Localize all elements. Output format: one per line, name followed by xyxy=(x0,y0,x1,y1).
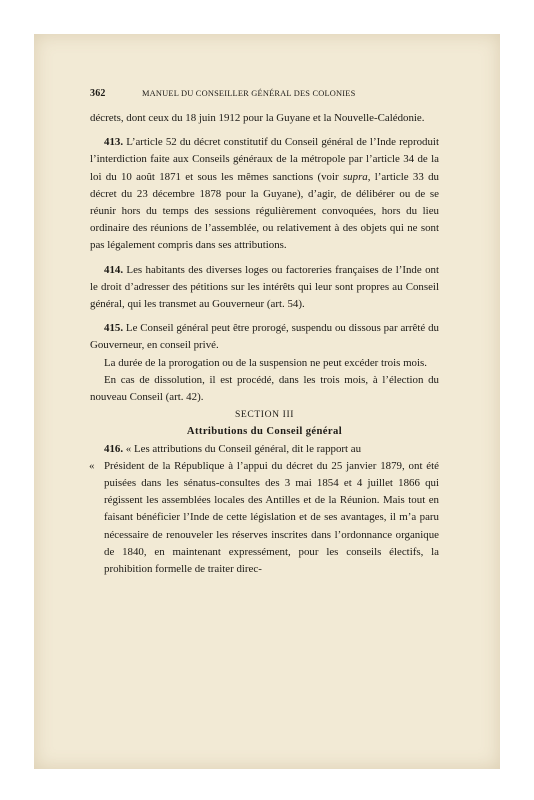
paragraph-text: L’article 52 du décret constitutif du Conseil général de l’Inde reproduit l’interdiction faite aux Conseils généraux de la métropole par l’article 34 de la loi du 10 août 1871 et sous les mêmes sanctions (voir xyxy=(90,136,439,183)
paragraph-number: 415. xyxy=(104,322,124,335)
paragraph-415 xyxy=(90,320,439,354)
quoted-passage xyxy=(90,458,439,578)
running-header xyxy=(90,88,439,99)
paragraph-number: 416. xyxy=(104,442,124,455)
paragraph-text: Les habitants des diverses loges ou factoreries françaises de l’Inde ont le droit d’adresser des pétitions sur les intérêts qui leur sont propres au Conseil général, qui les transmet au Gouverneur (art. 54). xyxy=(90,263,439,311)
paragraph-number: 414. xyxy=(104,263,124,276)
page-body xyxy=(90,110,439,578)
paragraph-text: « Les attributions du Conseil général, dit le rapport au xyxy=(123,442,362,455)
paragraph-415-c: En cas de dissolution, il est procédé, dans les trois mois, à l’élection du nouveau Conseil (art. 42). xyxy=(90,373,439,404)
section-title: Attributions du Conseil général xyxy=(186,426,343,438)
quote-mark: « xyxy=(89,459,95,472)
paragraph-416 xyxy=(90,441,439,458)
quote-text: Président de la République à l’appui du décret du 25 janvier 1879, ont été puisées dans les sénatus-consultes des 3 mai 1854 et 4 juillet 1866 qui régissent les assemblées locales des Antilles et de la Réunion. Mais tout en faisant bénéficier l’Inde de cette législation et de ses avantages, il m’a paru nécessaire de renouveler les réserves inscrites dans l’ordonnance organique de 1840, en maintenant expressément, pour les conseils électifs, la prohibition formelle de traiter direc- xyxy=(104,459,439,576)
paragraph-emphasis: supra xyxy=(342,170,368,183)
paragraph-number: 413. xyxy=(104,136,124,149)
page-number: 362 xyxy=(90,88,106,99)
paragraph-text: , l’article 33 du décret du 23 décembre 1878 pour la Guyane), d’agir, de délibérer ou de se réunir hors du temps des sessions régulièrement convoquées, hors du lieu ordinaire des réunions de l’assemblée, ou relativement à des objets qui ne sont pas légalement compris dans ses attributions. xyxy=(90,170,439,252)
running-title: MANUEL DU CONSEILLER GÉNÉRAL DES COLONIES xyxy=(142,89,356,98)
section-label: SECTION III xyxy=(234,409,295,421)
paragraph-413 xyxy=(90,134,439,254)
paragraph-415-b: La durée de la prorogation ou de la suspension ne peut excéder trois mois. xyxy=(104,356,427,369)
paragraph-414 xyxy=(90,262,439,314)
paragraph-text: Le Conseil général peut être prorogé, suspendu ou dissous par arrêté du Gouverneur, en conseil privé. xyxy=(90,322,439,352)
paragraph-continuation: décrets, dont ceux du 18 juin 1912 pour la Guyane et la Nouvelle-Calédonie. xyxy=(90,112,425,124)
